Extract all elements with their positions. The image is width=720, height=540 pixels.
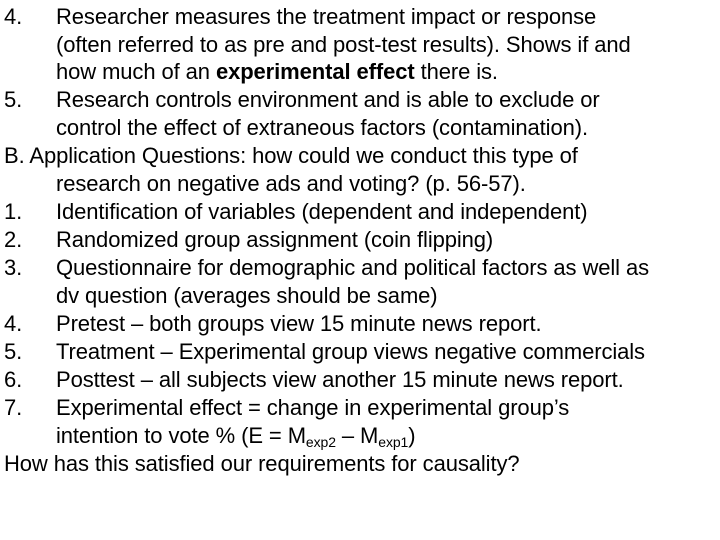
formula-text: ) (408, 423, 416, 448)
step-number: 4. (4, 311, 23, 336)
section-heading-cont: research on negative ads and voting? (p. 56-57). (56, 171, 526, 196)
step-text: Posttest – all subjects view another 15 minute news report. (56, 367, 624, 392)
closing-question-text: How has this satisfied our requirements for causality? (4, 451, 520, 476)
step-number: 7. (4, 395, 23, 420)
item-text-cont: there is. (414, 59, 498, 84)
step-text: Questionnaire for demographic and political factors as well as (56, 255, 649, 280)
item-number: 4. (4, 4, 23, 29)
step-text: Randomized group assignment (coin flipping) (56, 227, 494, 252)
step-number: 6. (4, 367, 23, 392)
section-heading: B. Application Questions: how could we conduct this type of (4, 143, 578, 168)
step-text: Experimental effect = change in experimental group’s (56, 395, 570, 420)
step-number: 5. (4, 339, 23, 364)
item-number: 5. (4, 87, 23, 112)
item-text: Research controls environment and is able to exclude or (56, 87, 600, 112)
step-text: Pretest – both groups view 15 minute news report. (56, 311, 542, 336)
step-text-cont: dv question (averages should be same) (56, 283, 438, 308)
step-number: 2. (4, 227, 23, 252)
item-text: Researcher measures the treatment impact or response (56, 4, 597, 29)
item-text-cont: (often referred to as pre and post-test results). Shows if and (56, 32, 631, 57)
formula-text: intention to vote % (E = M (56, 423, 306, 448)
item-text-cont: how much of an (56, 59, 216, 84)
step-number: 3. (4, 255, 23, 280)
step-number: 1. (4, 199, 23, 224)
formula-text: – M (335, 423, 379, 448)
step-text: Treatment – Experimental group views negative commercials (56, 339, 645, 364)
item-text-cont: control the effect of extraneous factors (contamination). (56, 115, 588, 140)
formula-subscript: exp1 (378, 434, 409, 450)
experimental-effect-term: experimental effect (215, 59, 415, 84)
step-text: Identification of variables (dependent and independent) (56, 199, 588, 224)
formula-subscript: exp2 (305, 434, 336, 450)
